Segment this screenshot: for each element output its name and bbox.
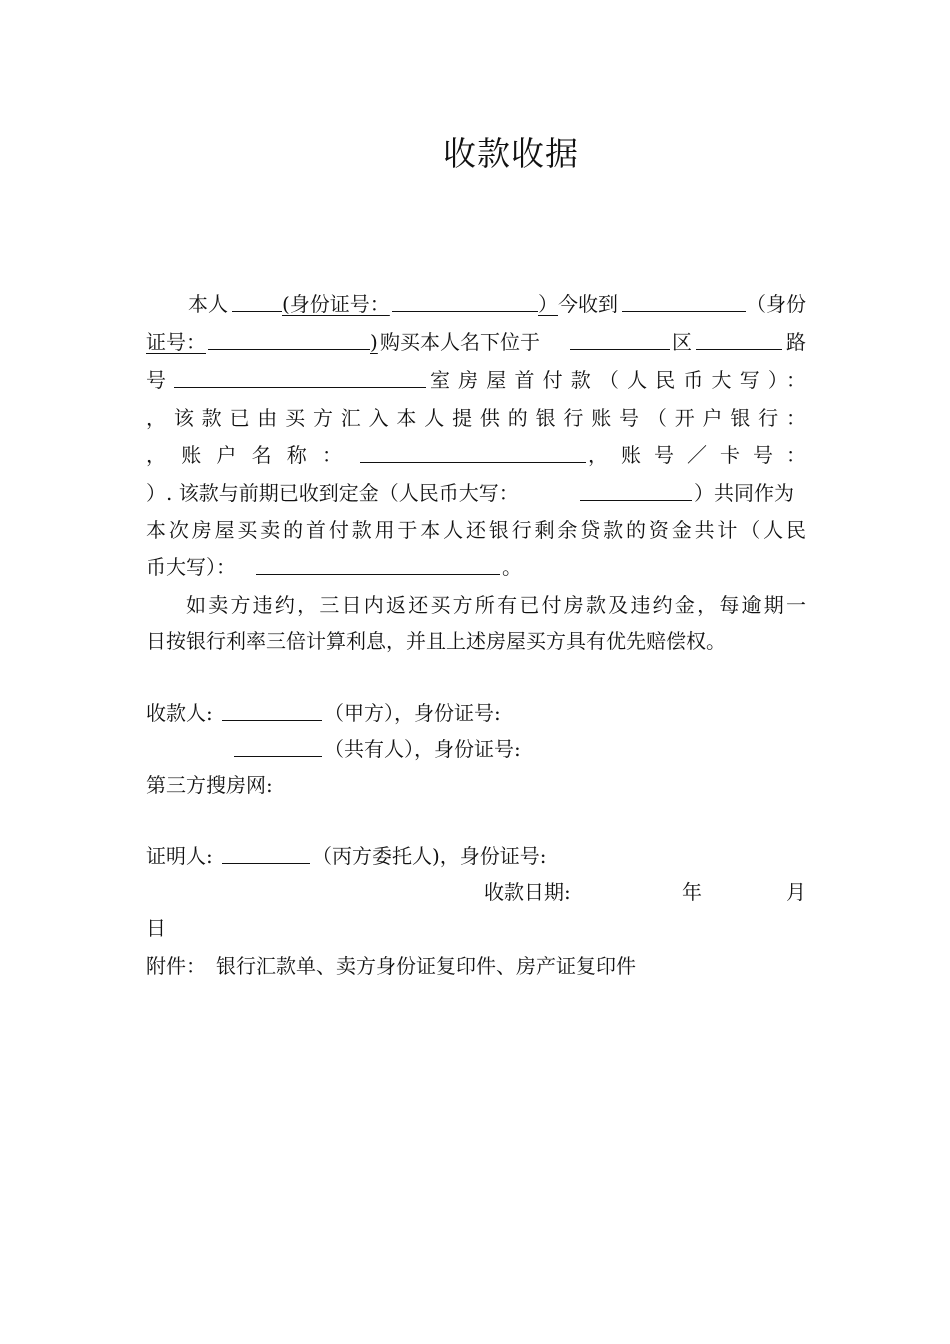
date-year: 年 xyxy=(682,880,702,904)
third-party-line: 第三方搜房网: xyxy=(146,773,273,797)
blank-payee-signature[interactable] xyxy=(222,695,322,735)
text-period: 。 xyxy=(502,555,522,579)
body-line-3 xyxy=(146,362,806,399)
document-title: 收款收据 xyxy=(443,134,579,173)
payee-label: 收款人: xyxy=(146,701,213,725)
breach-line-2: 日按银行利率三倍计算利息，并且上述房屋买方具有优先赔偿权。 xyxy=(146,629,726,653)
body-line-8 xyxy=(146,549,806,586)
date-label: 收款日期: xyxy=(484,880,571,904)
blank-payee-name[interactable] xyxy=(232,286,282,326)
body-line-2 xyxy=(146,324,806,361)
witness-label: 证明人: xyxy=(146,844,213,868)
coowner-line xyxy=(146,731,806,768)
blank-district[interactable] xyxy=(570,324,670,364)
text-down-payment: 室房屋首付款（人民币大写）： xyxy=(430,368,806,392)
body-line-4: ，该款已由买方汇入本人提供的银行账号（开户银行： xyxy=(146,406,806,430)
blank-deposit-amount[interactable] xyxy=(580,475,692,515)
blank-room[interactable] xyxy=(174,362,426,402)
text-purchase: 购买本人名下位于 xyxy=(380,330,540,354)
attachment-line: 附件： 银行汇款单、卖方身份证复印件、房产证复印件 xyxy=(146,954,636,978)
body-line-5 xyxy=(146,437,806,474)
body-line-1 xyxy=(146,286,806,323)
body-line-7: 本次房屋买卖的首付款用于本人还银行剩余贷款的资金共计（人民 xyxy=(146,518,806,542)
date-line xyxy=(146,874,806,911)
date-month: 月 xyxy=(786,880,806,904)
date-day: 日 xyxy=(146,916,166,940)
payee-suffix: （甲方），身份证号: xyxy=(324,701,501,725)
blank-witness-signature[interactable] xyxy=(222,838,310,878)
coowner-suffix: （共有人），身份证号: xyxy=(324,737,521,761)
blank-road[interactable] xyxy=(696,324,782,364)
text-ben-ren: 本人 xyxy=(188,292,228,316)
text-deposit: ）. 该款与前期已收到定金（人民币大写： xyxy=(146,481,519,505)
witness-suffix: （丙方委托人)，身份证号: xyxy=(312,844,547,868)
text-breach-1: 如卖方违约，三日内返还买方所有已付房款及违约金，每逾期一 xyxy=(186,593,806,617)
blank-payee-id[interactable] xyxy=(392,286,538,326)
text-id-label: (身份证号： xyxy=(282,292,390,316)
text-road: 路 xyxy=(786,330,806,354)
breach-line-1 xyxy=(146,587,806,624)
text-paren: ) xyxy=(370,330,378,354)
text-received-from: 今收到 xyxy=(558,292,618,316)
text-account-name: ，账户名称： xyxy=(146,443,342,467)
blank-buyer-id[interactable] xyxy=(208,324,370,364)
blank-coowner-signature[interactable] xyxy=(234,731,322,771)
text-close-paren: ） xyxy=(538,292,558,316)
body-line-6 xyxy=(146,475,806,512)
blank-total-amount[interactable] xyxy=(256,549,500,589)
blank-account-name[interactable] xyxy=(360,437,586,477)
text-capital-amount: 币大写）： xyxy=(146,555,236,579)
text-id-number-label: 证号： xyxy=(146,330,206,354)
text-together: ）共同作为 xyxy=(694,481,794,505)
payee-line xyxy=(146,695,806,732)
text-district: 区 xyxy=(672,330,692,354)
text-id-open: （身份 xyxy=(746,292,806,316)
blank-buyer-name[interactable] xyxy=(622,286,746,326)
text-account-number: ，账号／卡号： xyxy=(588,443,806,467)
text-number: 号 xyxy=(146,368,166,392)
witness-line xyxy=(146,838,806,875)
